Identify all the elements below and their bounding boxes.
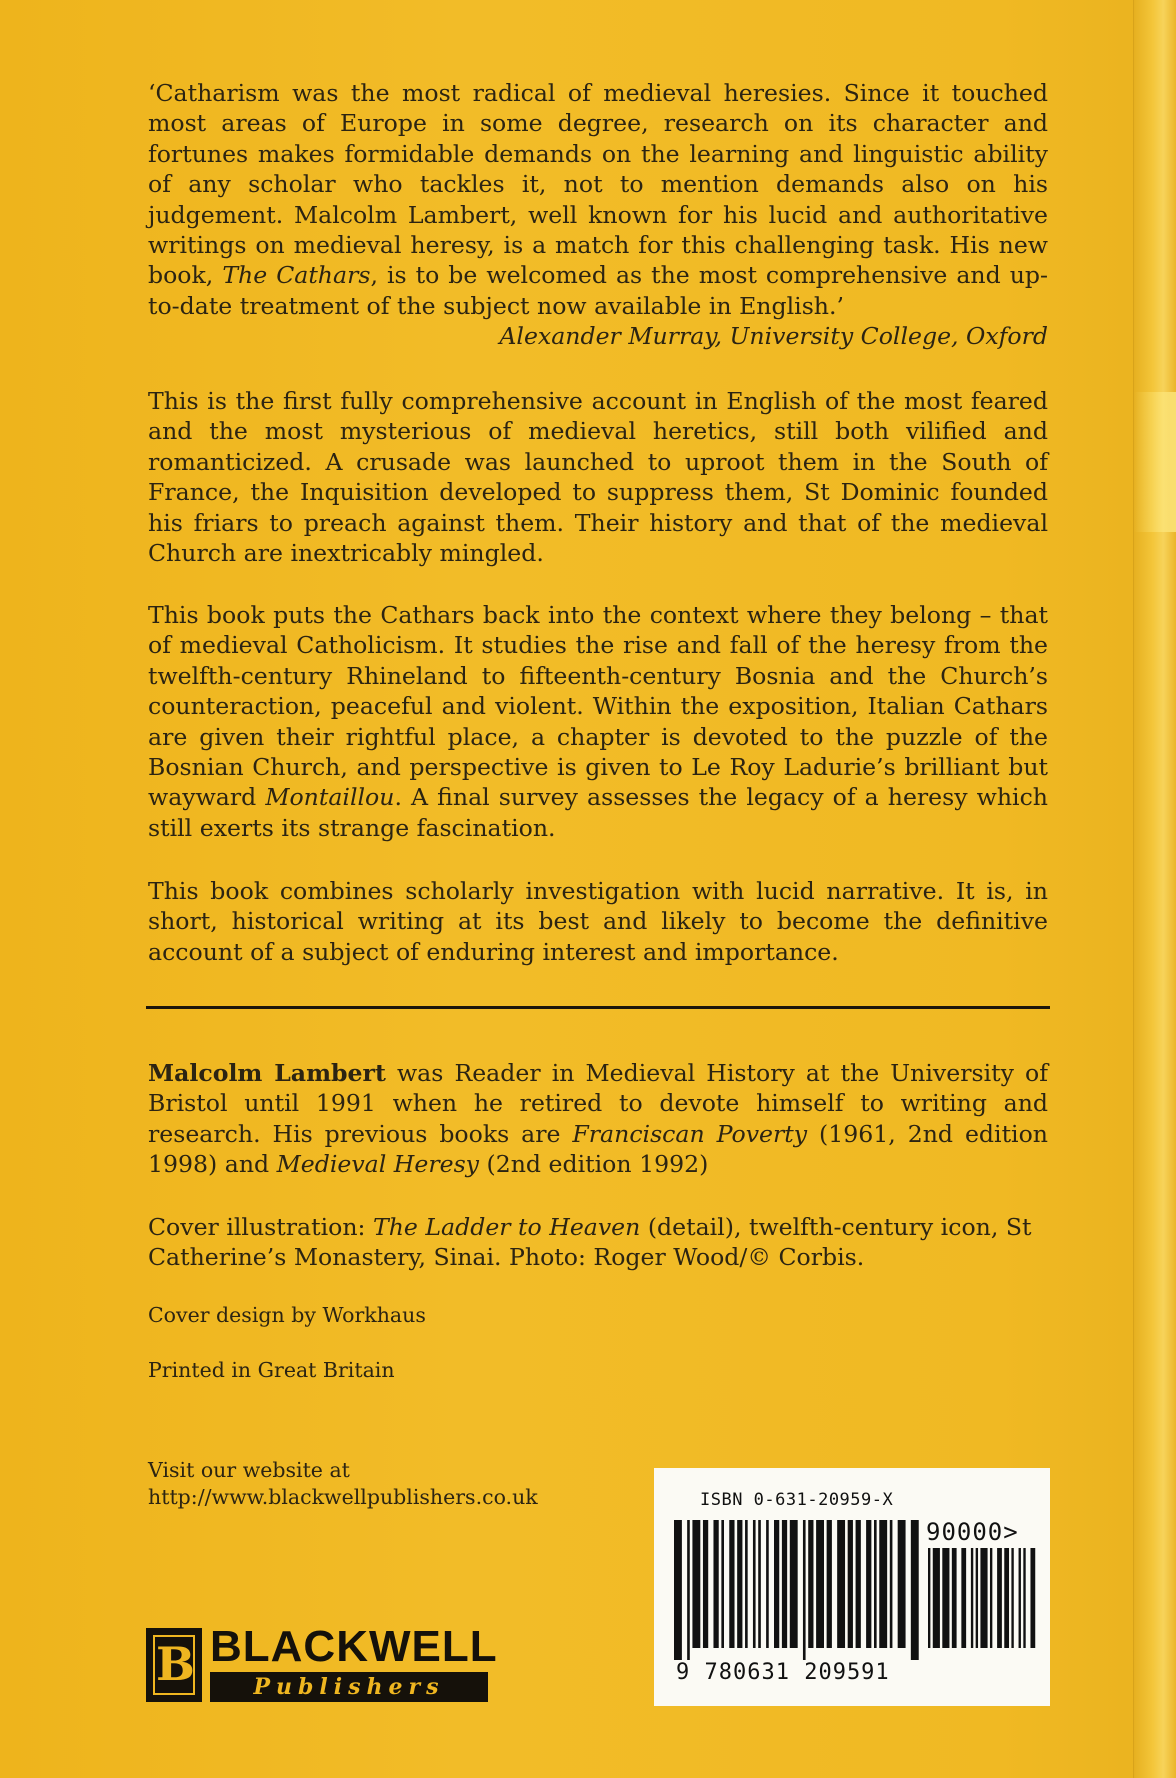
barcode-bar <box>737 1520 742 1648</box>
barcode-bar <box>687 1520 690 1660</box>
logo-mark-icon <box>146 1628 202 1702</box>
barcode-bar <box>816 1520 824 1648</box>
price-addon-digits: 90000> <box>926 1518 1019 1546</box>
barcode-bar <box>674 1520 682 1660</box>
barcode-bar <box>980 1548 987 1648</box>
divider-rule <box>146 1006 1050 1009</box>
barcode-bar <box>942 1548 949 1648</box>
spine-highlight <box>1134 392 1176 532</box>
barcode-bar <box>753 1520 756 1648</box>
barcode-bar <box>774 1520 779 1648</box>
quote-attribution: Alexander Murray, University College, Oxford <box>499 322 1048 351</box>
logo-letter: B <box>156 1637 195 1691</box>
barcode-bar <box>1019 1548 1021 1648</box>
barcode-bar <box>911 1520 919 1660</box>
quote-text <box>148 78 1048 321</box>
paragraph-2-book-title: Montaillou <box>265 783 395 812</box>
barcode-bar <box>1030 1548 1035 1648</box>
barcode-bar <box>1011 1548 1013 1648</box>
website-info <box>148 1457 648 1511</box>
barcode-bar <box>890 1520 893 1648</box>
website-label: Visit our website at <box>148 1458 350 1482</box>
barcode-bar <box>874 1520 877 1648</box>
barcode-box <box>654 1468 1050 1706</box>
bio-text-3: (2nd edition 1992) <box>479 1150 709 1179</box>
credit-rest: (detail), twelfth-century icon, St Catherine’s Monastery, Sinai. Photo: Roger Wood/© Corbis. <box>148 1213 1032 1272</box>
barcode-bar <box>856 1520 861 1648</box>
barcode-bar <box>928 1548 930 1648</box>
barcode-bar <box>692 1520 700 1648</box>
barcode-bar <box>782 1520 787 1648</box>
bio-book-2: Medieval Heresy <box>276 1150 480 1179</box>
paragraph-2-start: This book puts the Cathars back into the context where they belong – that of medieval Catholicism. It studies the rise and fall of the heresy from the twelfth-century Rhineland to fifteenth-century Bosnia and the Church’s counteraction, peaceful and violent. Within the exposition, Italian Cathars are given their rightful place, a chapter is devoted to the puzzle of the Bosnian Church, and perspective is given to Le Roy Ladurie’s brilliant but wayward <box>148 601 1048 812</box>
barcode-bar <box>837 1520 845 1648</box>
barcode-bar <box>745 1520 748 1648</box>
logo-subtitle: Publishers <box>253 1674 445 1700</box>
barcode-bar <box>803 1520 806 1660</box>
bio-book-1: Franciscan Poverty <box>572 1119 808 1148</box>
barcode-bar <box>713 1520 718 1648</box>
barcode-bar <box>827 1520 832 1648</box>
author-name: Malcolm Lambert <box>148 1059 386 1087</box>
description-paragraph-3 <box>148 876 1048 967</box>
cover-illustration-credit <box>148 1212 1048 1273</box>
barcode-bar <box>1023 1548 1025 1648</box>
description-paragraph-1 <box>148 386 1048 568</box>
barcode-bar <box>961 1548 966 1648</box>
barcode-bar <box>879 1520 887 1648</box>
spine-edge <box>1133 0 1176 1778</box>
barcode-bar <box>703 1520 708 1648</box>
barcode-bar <box>976 1548 978 1648</box>
bio-text-1: was Reader in Medieval History at the University of Bristol until 1991 when he retired to devote himself to writing and research. His previous books are <box>148 1059 1048 1148</box>
credit-prefix: Cover illustration: <box>148 1213 373 1241</box>
publisher-logo <box>146 1622 498 1706</box>
printed-in: Printed in Great Britain <box>148 1358 395 1382</box>
barcode-bar <box>990 1548 992 1648</box>
paragraph-2-end: . A final survey assesses the legacy of a heresy which still exerts its strange fascination. <box>148 783 1048 842</box>
bio-text-2: (1961, 2nd edition 1998) and <box>148 1119 1048 1179</box>
addon-barcode <box>928 1548 1040 1660</box>
logo-band <box>210 1672 488 1702</box>
description-paragraph-2-text <box>148 600 1048 843</box>
barcode-bar <box>866 1520 871 1648</box>
barcode-bar <box>758 1520 761 1648</box>
description-paragraph-3-text: This book combines scholarly investigation with lucid narrative. It is, in short, historical writing at its best and likely to become the definitive account of a subject of enduring interest and importance. <box>148 877 1048 966</box>
barcode-bar <box>898 1520 906 1648</box>
cover-credit-text <box>148 1212 1048 1273</box>
barcode-bar <box>971 1548 973 1648</box>
barcode-bar <box>729 1520 734 1648</box>
ean-barcode <box>674 1520 924 1660</box>
barcode-bar <box>790 1520 798 1648</box>
review-quote <box>148 78 1048 352</box>
barcode-bar <box>808 1520 813 1648</box>
ean-digits: 9 780631 209591 <box>676 1660 890 1685</box>
barcode-bar <box>848 1520 853 1648</box>
credit-title: The Ladder to Heaven <box>372 1213 641 1241</box>
website-link[interactable]: http://www.blackwellpublishers.co.uk <box>148 1485 538 1509</box>
barcode-bar <box>1004 1548 1009 1648</box>
description-paragraph-1-text: This is the first fully comprehensive account in English of the most feared and the most mysterious of medieval heretics, still both vilified and romanticized. A crusade was launched to uproot them in the South of France, the Inquisition developed to suppress them, St Dominic founded his friars to preach against them. Their history and that of the medieval Church are inextricably mingled. <box>148 387 1048 568</box>
barcode-bar <box>997 1548 1002 1648</box>
author-bio <box>148 1058 1048 1180</box>
cover-design-credit: Cover design by Workhaus <box>148 1303 426 1327</box>
barcode-bar <box>766 1520 769 1648</box>
barcode-bar <box>952 1548 957 1648</box>
barcode-bar <box>721 1520 724 1648</box>
logo-name: BLACKWELL <box>210 1622 498 1671</box>
quote-text-start: ‘Catharism was the most radical of medieval heresies. Since it touched most areas of Europe in some degree, research on its character and fortunes makes formidable demands on the learning and linguistic ability of any scholar who tackles it, not to mention demands also on his judgement. Malcolm Lambert, well known for his lucid and authoritative writings on medieval heresy, is a match for this challenging task. His new book, <box>148 79 1048 290</box>
quote-book-title: The Cathars <box>222 261 371 290</box>
quote-text-end: , is to be welcomed as the most comprehensive and up-to-date treatment of the subject now available in English.’ <box>148 261 1048 320</box>
isbn-label: ISBN 0-631-20959-X <box>700 1490 894 1510</box>
author-bio-text <box>148 1058 1048 1180</box>
barcode-bar <box>933 1548 940 1648</box>
description-paragraph-2 <box>148 600 1048 843</box>
